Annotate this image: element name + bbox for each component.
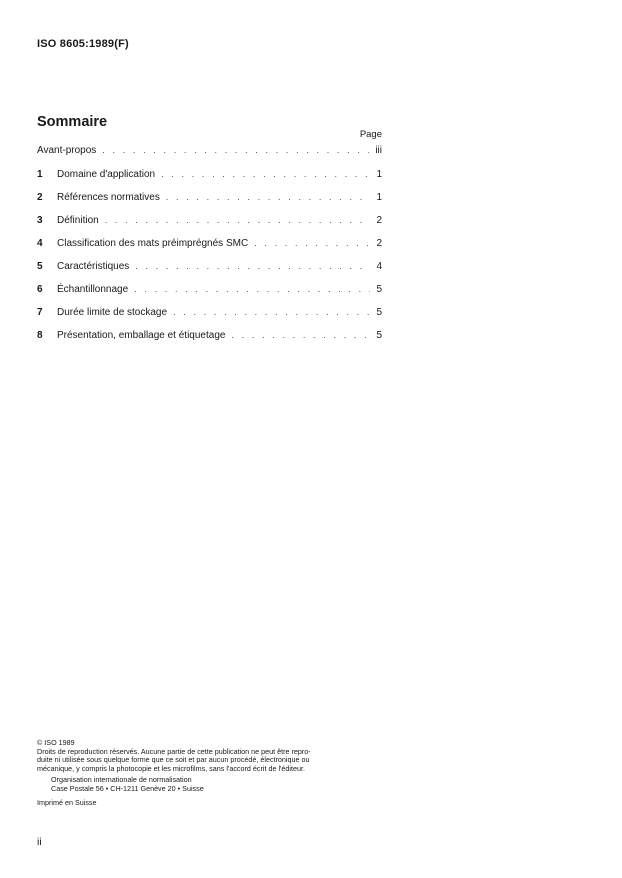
toc-entry-1[interactable] xyxy=(37,169,382,192)
rights-text-line: Droits de reproduction réservés. Aucune partie de cette publication ne peut être repro- xyxy=(37,746,311,756)
toc-entry-4[interactable] xyxy=(37,238,382,261)
table-of-contents xyxy=(37,145,382,353)
toc-entry-page: 5 xyxy=(376,330,382,341)
document-id-header: ISO 8605:1989(F) xyxy=(37,38,129,50)
toc-entry-number: 8 xyxy=(37,330,43,341)
toc-entry-8[interactable] xyxy=(37,330,382,353)
leader-dots xyxy=(161,169,370,179)
toc-entry-label: Durée limite de stockage xyxy=(57,307,168,318)
toc-entry-avant-propos[interactable] xyxy=(37,145,382,169)
toc-entry-number: 4 xyxy=(37,238,43,249)
rights-text-line: duite ni utilisée sous quelque forme que ce soit et par aucun procédé, électronique ou xyxy=(37,755,310,765)
leader-dots xyxy=(231,330,370,340)
page-number: ii xyxy=(37,836,42,848)
toc-entry-label: Classification des mats préimprégnés SMC xyxy=(57,238,249,249)
printed-in: Imprimé en Suisse xyxy=(37,797,97,807)
toc-entry-page: 2 xyxy=(376,238,382,249)
toc-entry-2[interactable] xyxy=(37,192,382,215)
toc-entry-page: 5 xyxy=(376,284,382,295)
toc-entry-label: Domaine d'application xyxy=(57,169,156,180)
organization-address xyxy=(37,776,387,793)
toc-entry-label: Échantillonnage xyxy=(57,284,129,295)
copyright-block xyxy=(37,739,387,807)
toc-entry-page: 1 xyxy=(376,192,382,203)
toc-entry-label: Définition xyxy=(57,215,99,226)
toc-entry-label: Présentation, emballage et étiquetage xyxy=(57,330,226,341)
toc-entry-label: Avant-propos xyxy=(37,145,97,156)
toc-entry-label: Références normatives xyxy=(57,192,160,203)
toc-entry-page: iii xyxy=(375,145,382,156)
toc-entry-6[interactable] xyxy=(37,284,382,307)
leader-dots xyxy=(166,192,371,202)
page-column-label: Page xyxy=(359,129,382,140)
leader-dots xyxy=(102,145,369,155)
rights-text-line: mécanique, y compris la photocopie et les microfilms, sans l'accord écrit de l'éditeur. xyxy=(37,763,306,773)
toc-entry-7[interactable] xyxy=(37,307,382,330)
toc-entry-page: 4 xyxy=(376,261,382,272)
leader-dots xyxy=(135,261,370,271)
toc-entry-number: 1 xyxy=(37,169,43,180)
copyright-notice: © ISO 1989 xyxy=(37,738,75,747)
toc-title: Sommaire xyxy=(37,114,108,130)
toc-entry-number: 5 xyxy=(37,261,43,272)
leader-dots xyxy=(105,215,371,225)
postal-address: Case Postale 56 • CH-1211 Genève 20 • Suisse xyxy=(51,783,204,793)
toc-entry-number: 3 xyxy=(37,215,43,226)
leader-dots xyxy=(254,238,370,248)
toc-entry-number: 7 xyxy=(37,307,43,318)
toc-entry-3[interactable] xyxy=(37,215,382,238)
organization-name: Organisation internationale de normalisation xyxy=(51,775,192,785)
toc-entry-5[interactable] xyxy=(37,261,382,284)
toc-entry-number: 6 xyxy=(37,284,43,295)
toc-entry-page: 1 xyxy=(376,169,382,180)
leader-dots xyxy=(134,284,370,294)
toc-entry-label: Caractéristiques xyxy=(57,261,130,272)
leader-dots xyxy=(173,307,370,317)
toc-entry-page: 5 xyxy=(376,307,382,318)
toc-entry-number: 2 xyxy=(37,192,43,203)
toc-entry-page: 2 xyxy=(376,215,382,226)
